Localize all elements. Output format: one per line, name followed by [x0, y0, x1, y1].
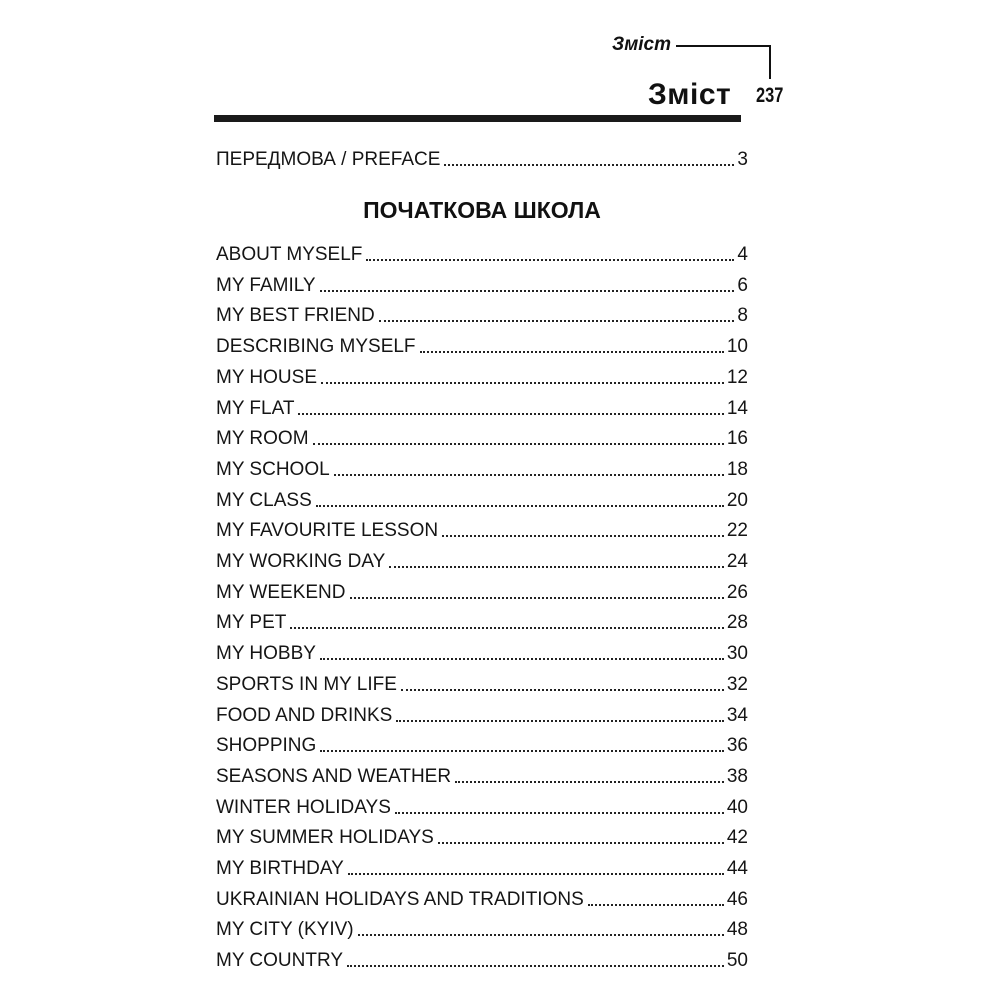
- toc-entry-title: MY CLASS: [216, 489, 312, 511]
- toc-entry[interactable]: [216, 793, 748, 819]
- toc-dot-leader: [298, 412, 723, 415]
- toc-dot-leader: [420, 350, 724, 353]
- toc-dot-leader: [334, 473, 724, 476]
- toc-dot-leader: [358, 933, 724, 936]
- toc-entry-title: SEASONS AND WEATHER: [216, 765, 452, 787]
- toc-entry[interactable]: [216, 670, 748, 696]
- toc-entry-page: 24: [726, 551, 748, 572]
- toc-entry-title: MY FAVOURITE LESSON: [216, 520, 439, 542]
- toc-entry-title: WINTER HOLIDAYS: [216, 796, 391, 818]
- toc-dot-leader: [588, 903, 724, 906]
- toc-entry-title: SPORTS IN MY LIFE: [216, 673, 397, 695]
- toc-entry-title: SHOPPING: [216, 735, 317, 757]
- toc-entry[interactable]: [216, 547, 748, 573]
- toc-entry-page: 34: [726, 704, 748, 726]
- toc-entry[interactable]: [216, 424, 748, 450]
- toc-entry-title: MY COUNTRY: [216, 950, 344, 972]
- toc-entry-title: MY FAMILY: [216, 274, 316, 296]
- toc-entry-page: 50: [726, 950, 748, 972]
- toc-dot-leader: [401, 688, 724, 691]
- toc-dot-leader: [320, 657, 724, 660]
- page-number: 237: [756, 84, 784, 107]
- toc-entry-title: ПЕРЕДМОВА / PREFACE: [216, 149, 441, 170]
- toc-entry-page: 18: [726, 458, 748, 480]
- toc-entry[interactable]: [216, 946, 748, 972]
- toc-entry-page: 40: [726, 796, 748, 818]
- section-heading: ПОЧАТКОВА ШКОЛА: [363, 197, 601, 223]
- running-head-rule-horizontal: [676, 45, 771, 47]
- toc-entry[interactable]: [216, 762, 748, 788]
- toc-dot-leader: [313, 442, 724, 445]
- toc-dot-leader: [350, 596, 724, 599]
- toc-entry-title: FOOD AND DRINKS: [216, 704, 393, 726]
- page-title: Зміст: [648, 78, 732, 111]
- toc-dot-leader: [366, 258, 734, 261]
- toc-entry-title: MY HOBBY: [216, 643, 316, 665]
- toc-dot-leader: [438, 841, 724, 844]
- toc-entry[interactable]: [216, 486, 748, 512]
- toc-entry-preface[interactable]: [216, 145, 748, 171]
- toc-entry-page: 30: [726, 643, 748, 665]
- toc-entry[interactable]: [216, 394, 748, 420]
- toc-entry[interactable]: [216, 301, 748, 327]
- toc-entry-title: MY HOUSE: [216, 366, 318, 388]
- toc-entry-page: 10: [726, 336, 748, 358]
- toc-dot-leader: [396, 719, 724, 722]
- toc-entry[interactable]: [216, 363, 748, 389]
- toc-dot-leader: [316, 504, 724, 507]
- toc-dot-leader: [389, 565, 724, 568]
- toc-entry-page: 36: [726, 735, 748, 757]
- toc-dot-leader: [347, 964, 724, 967]
- toc-dot-leader: [444, 163, 734, 166]
- toc-dot-leader: [290, 626, 723, 629]
- toc-entry[interactable]: [216, 608, 748, 634]
- toc-entry-page: 38: [726, 765, 748, 787]
- toc-entry[interactable]: [216, 885, 748, 911]
- toc-dot-leader: [348, 872, 724, 875]
- toc-entry[interactable]: [216, 240, 748, 266]
- toc-dot-leader: [379, 319, 735, 322]
- toc-entry[interactable]: [216, 578, 748, 604]
- toc-entry-page: 8: [737, 305, 748, 327]
- toc-entry[interactable]: [216, 823, 748, 849]
- toc-entry-page: 6: [737, 274, 748, 296]
- toc-entry-title: MY WEEKEND: [216, 581, 346, 603]
- toc-entry-title: MY SUMMER HOLIDAYS: [216, 827, 434, 849]
- toc-entry-page: 48: [726, 919, 748, 941]
- toc-entry-page: 12: [726, 366, 748, 388]
- toc-entry-title: MY CITY (KYIV): [216, 919, 354, 941]
- toc-entry-page: 16: [726, 428, 748, 450]
- title-underline-rule: [214, 115, 741, 122]
- toc-entry[interactable]: [216, 854, 748, 880]
- toc-entry-title: DESCRIBING MYSELF: [216, 336, 416, 358]
- toc-entry-page: 28: [726, 612, 748, 634]
- toc-dot-leader: [321, 381, 724, 384]
- toc-entry-title: MY ROOM: [216, 428, 309, 450]
- toc-entry[interactable]: [216, 701, 748, 727]
- toc-dot-leader: [442, 534, 724, 537]
- toc-entry-title: MY BIRTHDAY: [216, 858, 344, 879]
- toc-entry[interactable]: [216, 455, 748, 481]
- toc-entry[interactable]: [216, 731, 748, 757]
- toc-entry-page: 46: [726, 888, 748, 910]
- toc-entry[interactable]: [216, 915, 748, 941]
- toc-entry[interactable]: [216, 332, 748, 358]
- toc-dot-leader: [455, 780, 724, 783]
- toc-entry-page: 22: [726, 520, 748, 542]
- toc-entry-title: MY FLAT: [216, 397, 295, 419]
- toc-entry-page: 42: [726, 827, 748, 849]
- running-head: Зміст: [612, 34, 672, 55]
- toc-entry-page: 4: [737, 244, 748, 265]
- toc-entry-page: 26: [726, 581, 748, 603]
- toc-entry-title: MY PET: [216, 612, 287, 634]
- toc-dot-leader: [395, 811, 724, 814]
- toc-dot-leader: [320, 749, 724, 752]
- toc-entry-page: 32: [726, 673, 748, 695]
- running-head-rule-vertical: [769, 45, 771, 79]
- toc-entry[interactable]: [216, 516, 748, 542]
- toc-entry-title: UKRAINIAN HOLIDAYS AND TRADITIONS: [216, 888, 584, 910]
- toc-entry-page: 3: [737, 149, 748, 170]
- toc-entry-title: MY WORKING DAY: [216, 551, 386, 572]
- toc-entry-page: 44: [726, 858, 748, 879]
- toc-entry-page: 14: [726, 397, 748, 419]
- toc-dot-leader: [320, 289, 735, 292]
- toc-entry-title: MY BEST FRIEND: [216, 305, 375, 327]
- toc-entry-page: 20: [726, 489, 748, 511]
- toc-entry[interactable]: [216, 639, 748, 665]
- toc-entry[interactable]: [216, 271, 748, 297]
- toc-entry-title: ABOUT MYSELF: [216, 244, 363, 265]
- toc-entry-title: MY SCHOOL: [216, 458, 330, 480]
